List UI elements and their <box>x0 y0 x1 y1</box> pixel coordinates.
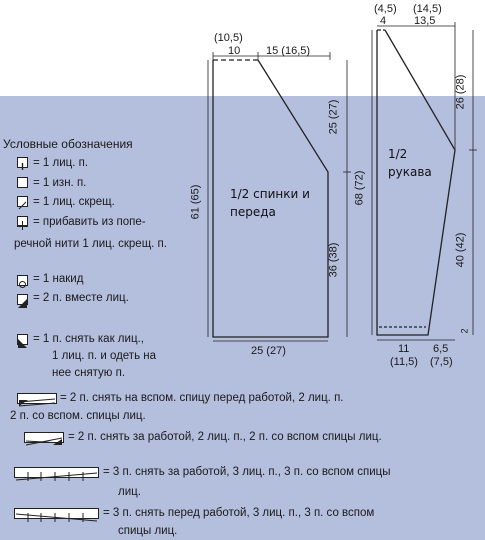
body-label-1: 1/2 спинки и <box>230 187 310 201</box>
legend-item: = прибавить из попе- <box>33 216 146 228</box>
sleeve-outline <box>377 30 455 335</box>
sleeve-label-1: 1/2 <box>388 147 408 161</box>
legend-cable: = 2 п. снять за работой, 2 лиц. п., 2 п. со вспом спицы лиц. <box>68 431 382 443</box>
cable-3x3-front-icon <box>14 508 99 519</box>
legend-cable: = 3 п. снять перед работой, 3 лиц. п., 3 п. со вспом <box>103 507 375 519</box>
body-label-2: переда <box>230 205 276 219</box>
legend-item: = 2 п. вместе лиц. <box>33 292 129 304</box>
sleeve-upper-height: 26 (28) <box>454 74 467 110</box>
k2tog-icon <box>17 294 28 305</box>
sleeve-bottom-right-1: 6,5 <box>433 343 449 355</box>
legend-cable: лиц. <box>118 486 141 498</box>
sleeve-total-height: 68 (72) <box>353 170 366 206</box>
sleeve-lower-height: 40 (42) <box>454 232 467 268</box>
legend-item: нее снятую п. <box>52 367 126 379</box>
sleeve-top-b: (14,5) <box>413 3 442 15</box>
sleeve-bottom-right-2: (7,5) <box>430 356 453 368</box>
cable-3x3-back-icon <box>14 467 99 478</box>
sleeve-bottom-width-2: (11,5) <box>390 356 418 368</box>
sleeve-cuff: 2 <box>459 328 470 334</box>
body-top-right-width: 15 (16,5) <box>266 45 311 57</box>
legend-item: = 1 лиц. скрещ. <box>33 196 115 208</box>
legend-cable: спицы лиц. <box>118 525 178 537</box>
sleeve-bottom-width-1: 11 <box>398 343 410 355</box>
yarn-over-icon <box>17 275 28 286</box>
body-lower-height: 36 (38) <box>327 242 340 278</box>
legend-cable: = 3 п. снять за работой, 3 лиц. п., 3 п. со вспом спицы <box>103 466 391 478</box>
legend-item: = 1 изн. п. <box>33 177 87 189</box>
body-bottom-width: 25 (27) <box>251 345 286 357</box>
skpo-icon <box>17 334 28 345</box>
knit-stitch-icon <box>17 157 28 168</box>
cable-2x2-front-icon <box>17 393 57 404</box>
cable-2x2-back-icon <box>24 432 64 443</box>
legend-title: Условные обозначения <box>3 137 133 151</box>
sleeve-top-b2: 13,5 <box>414 15 436 27</box>
legend-item: = 1 п. снять как лиц., <box>33 333 144 345</box>
legend-cable: = 2 п. снять на вспом. спицу перед работой, 2 лиц. п. <box>60 392 344 404</box>
legend-item: речной нити 1 лиц. скрещ. п. <box>14 238 167 250</box>
body-shoulder-height: 25 (27) <box>327 99 340 135</box>
sleeve-dimensions <box>372 22 477 340</box>
purl-stitch-icon <box>17 177 28 188</box>
legend-cable: 2 п. со вспом. спицы лиц. <box>10 410 146 422</box>
sleeve-label-2: рукава <box>388 165 432 179</box>
body-top-width-1: (10,5) <box>214 32 243 44</box>
increase-icon <box>17 216 28 227</box>
legend-item: 1 лиц. п. и одеть на <box>52 350 157 362</box>
body-total-height: 61 (65) <box>189 184 202 220</box>
sleeve-top-a2: 4 <box>380 15 387 27</box>
body-top-width-2: 10 <box>228 45 241 57</box>
twisted-knit-icon <box>17 196 28 207</box>
sleeve-top-a: (4,5) <box>374 3 397 15</box>
legend-item: = 1 лиц. п. <box>33 157 89 169</box>
legend-item: = 1 накид <box>33 273 84 285</box>
